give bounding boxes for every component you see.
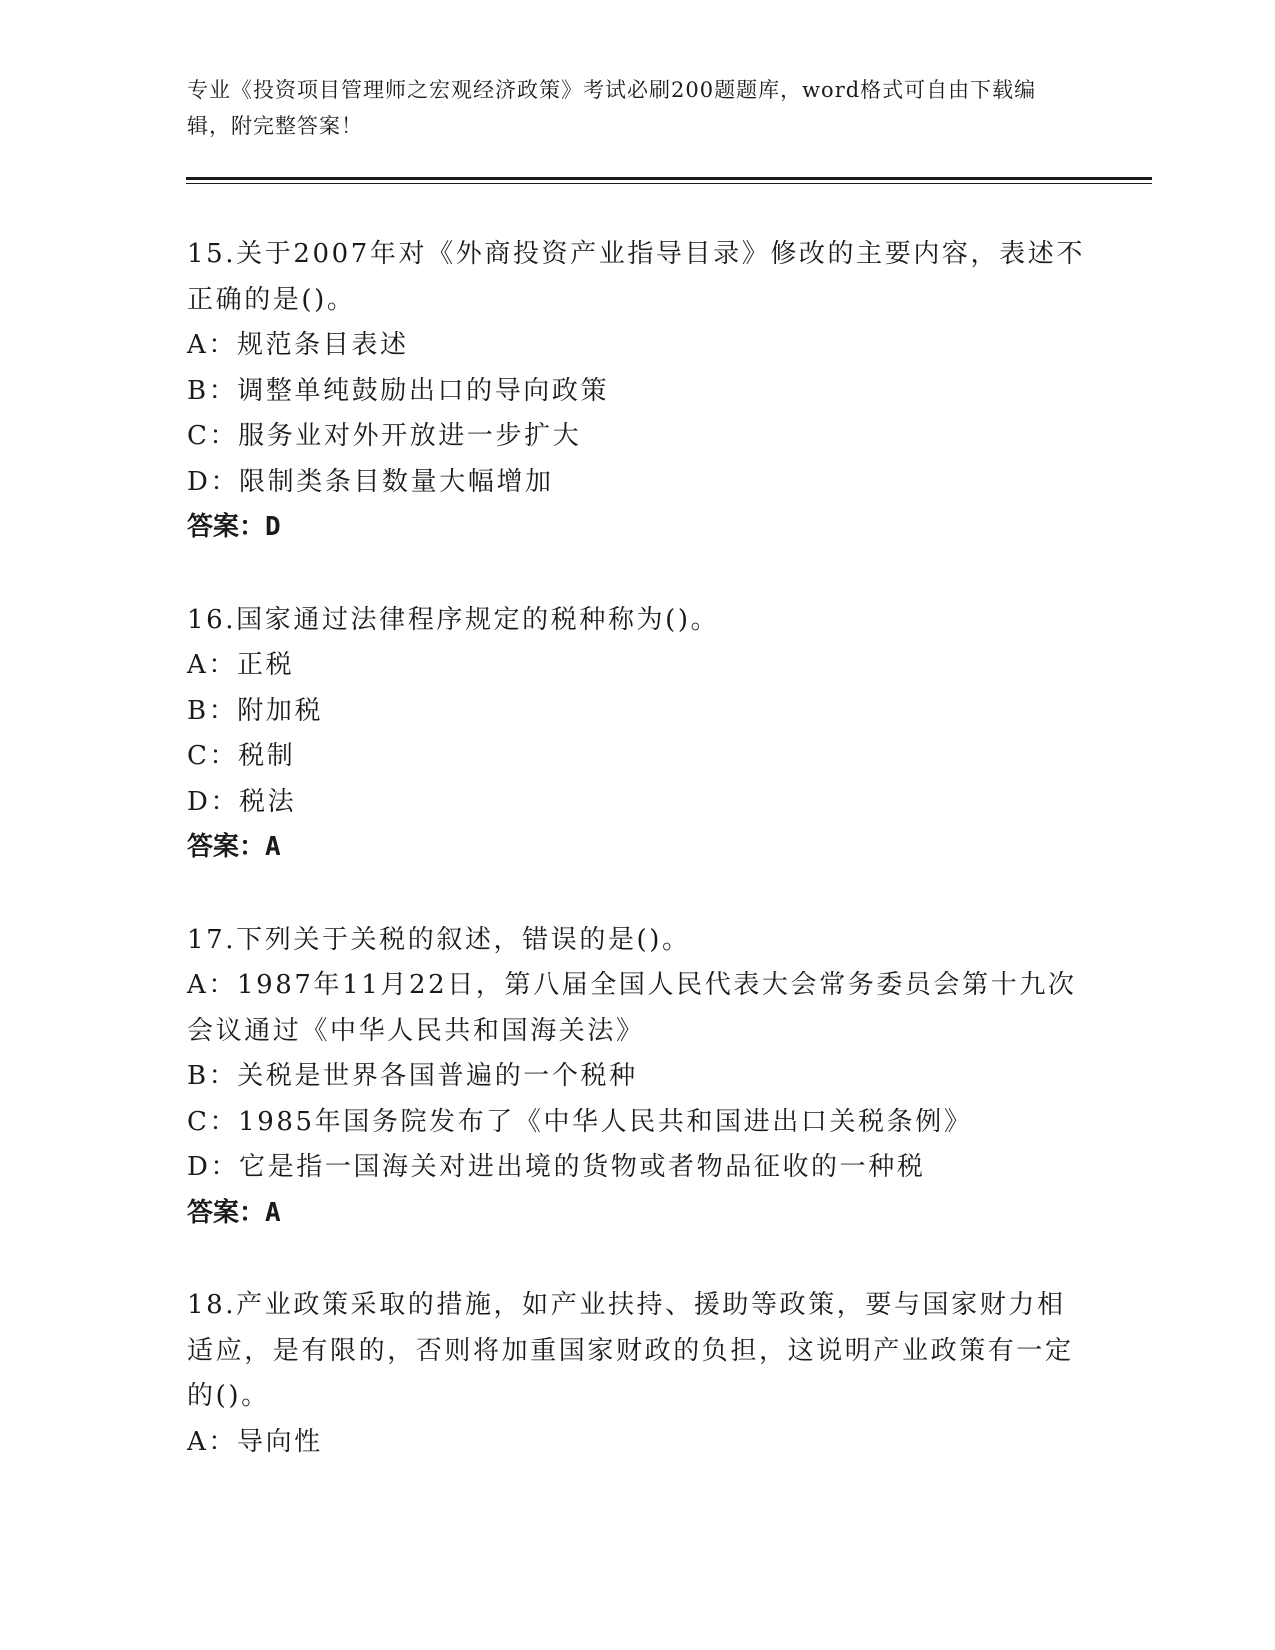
option-d: D：限制类条目数量大幅增加 [187, 466, 554, 497]
question-15 [187, 232, 1087, 551]
question-stem [187, 1283, 1087, 1420]
header-note: 专业《投资项目管理师之宏观经济政策》考试必刷200题题库，word格式可自由下载编辑，附完整答案！ [187, 78, 1037, 138]
option-c: C：税制 [187, 741, 296, 771]
header-divider-thin [186, 183, 1152, 184]
option-b: B：调整单纯鼓励出口的导向政策 [187, 375, 610, 406]
option-c: C：服务业对外开放进一步扩大 [187, 421, 582, 451]
question-number: 16. [187, 604, 237, 635]
option-a: A：1987年11月22日，第八届全国人民代表大会常务委员会第十九次会议通过《中华人民共和国海关法》 [187, 970, 1077, 1046]
question-number: 15. [187, 239, 237, 269]
question-text: 国家通过法律程序规定的税种称为()。 [236, 604, 720, 635]
question-text: 产业政策采取的措施，如产业扶持、援助等政策，要与国家财力相适应，是有限的，否则将加重国家财政的负担，这说明产业政策有一定的()。 [187, 1290, 1074, 1411]
option-d: D：它是指一国海关对进出境的货物或者物品征收的一种税 [187, 1152, 926, 1182]
answer [187, 825, 1087, 871]
option-b: B：关税是世界各国普遍的一个税种 [187, 1061, 638, 1091]
answer-label: 答案： [187, 512, 266, 542]
option-d: D：税法 [187, 786, 297, 817]
question-17 [187, 918, 1087, 1237]
option-a: A：导向性 [187, 1426, 323, 1457]
answer-label: 答案： [187, 1197, 266, 1228]
question-text: 关于2007年对《外商投资产业指导目录》修改的主要内容，表述不正确的是()。 [187, 239, 1085, 315]
question-stem [187, 232, 1087, 323]
question-text: 下列关于关税的叙述，错误的是()。 [236, 924, 691, 955]
answer-value: D [265, 512, 281, 542]
question-18 [187, 1283, 1087, 1465]
header-divider-thick [186, 177, 1152, 180]
answer-label: 答案： [187, 832, 266, 862]
question-number: 17. [187, 924, 237, 955]
option-c: C：1985年国务院发布了《中华人民共和国进出口关税条例》 [187, 1106, 973, 1137]
question-stem [187, 918, 1087, 964]
answer-value: A [265, 832, 281, 862]
question-number: 18. [187, 1290, 237, 1320]
question-16 [187, 598, 1087, 871]
answer-value: A [265, 1197, 281, 1228]
question-stem [187, 598, 1087, 644]
option-a: A：正税 [187, 650, 295, 680]
option-a: A：规范条目表述 [187, 330, 409, 360]
question-list [187, 232, 1087, 1512]
option-b: B：附加税 [187, 695, 324, 726]
answer [187, 1191, 1087, 1237]
answer [187, 505, 1087, 551]
